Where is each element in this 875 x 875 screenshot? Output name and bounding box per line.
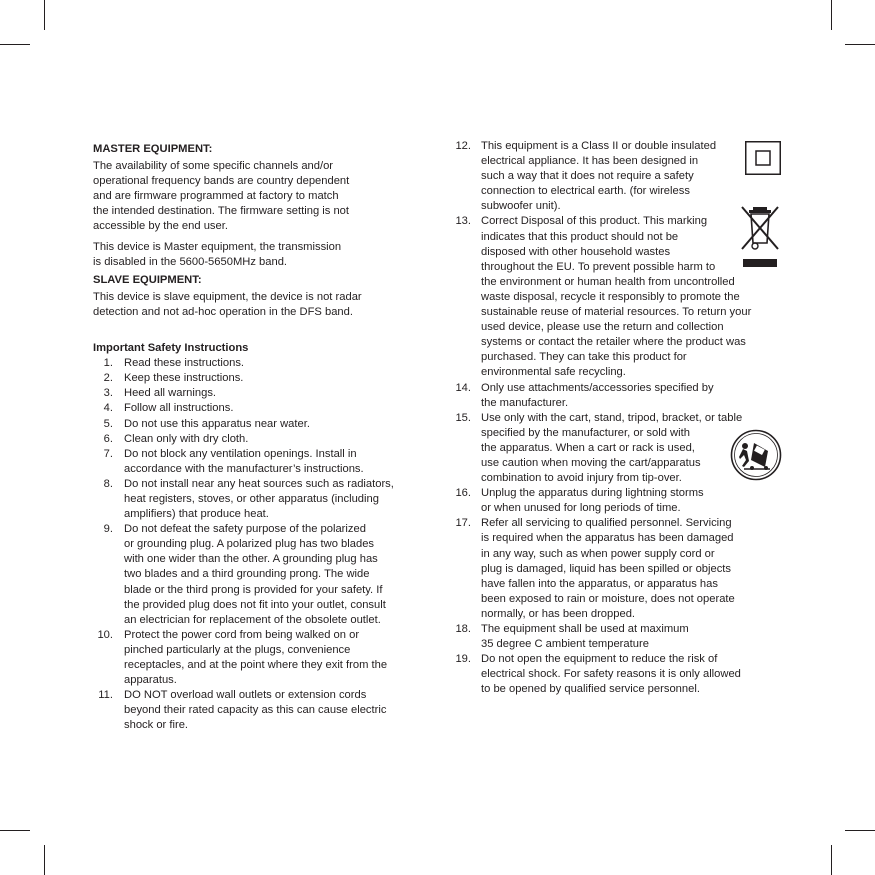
list-item: 19. Do not open the equipment to reduce the risk of electrical shock. For safety reasons it is only allowed to be opened by qualified service personnel. (455, 653, 741, 696)
crop-mark-bottom-right-vertical (831, 845, 832, 875)
list-item: 3. Heed all warnings. (103, 387, 217, 400)
list-item: 2. Keep these instructions. (103, 372, 244, 385)
list-item: 4. Follow all instructions. (103, 402, 234, 415)
crop-mark-bottom-left-horizontal (0, 830, 30, 831)
list-item: 16. Unplug the apparatus during lightning storms or when unused for long periods of time. (455, 487, 704, 515)
list-item: 17. Refer all servicing to qualified personnel. Servicing is required when the apparatus has been damaged in any way, such as when power supply cord or plug is damaged, liquid has been spilled or objects have fallen into the apparatus, or apparatus has been exposed to rain or moisture, does not operate normally, or has been dropped. (455, 517, 735, 620)
right-column (450, 139, 780, 697)
master-paragraph-1: The availability of some specific channels and/or operational frequency bands are country dependent and are firmware programmed at factory to match the intended destination. The firmware setting is not accessible by the end user. (93, 160, 350, 233)
slave-heading: SLAVE EQUIPMENT: (93, 273, 202, 286)
list-item: 6. Clean only with dry cloth. (103, 432, 249, 445)
list-item: 18. The equipment shall be used at maximum 35 degree C ambient temperature (455, 623, 689, 651)
slave-paragraph: This device is slave equipment, the device is not radar detection and not ad-hoc operation in the DFS band. (93, 290, 362, 318)
list-item: 9. Do not defeat the safety purpose of the polarized or grounding plug. A polarized plug has two blades with one wider than the other. A grounding plug has two blades and a third grounding prong. The wide blade or the third prong is provided for your safety. If the provided plug does not fit into your outlet, consult an electrician for replacement of the obsolete outlet. (103, 523, 386, 626)
master-paragraph-2: This device is Master equipment, the transmission is disabled in the 5600-5650MHz band. (93, 240, 342, 268)
list-item: 12. This equipment is a Class II or double insulated electrical appliance. It has been designed in such a way that it does not require a safety connection to electrical earth. (for wireless subwoofer unit). (455, 140, 717, 213)
class-ii-double-square-icon (745, 141, 781, 175)
list-item: 5. Do not use this apparatus near water. (103, 417, 310, 430)
list-item: 8. Do not install near any heat sources such as radiators, heat registers, stoves, or other apparatus (including amplifiers) that produce heat. (103, 477, 394, 521)
crop-mark-top-right-horizontal (845, 44, 875, 45)
list-item: 11. DO NOT overload wall outlets or extension cords beyond their rated capacity as this can cause electric shock or fire. (98, 689, 387, 732)
left-column (93, 142, 428, 733)
list-item: 1. Read these instructions. (103, 357, 245, 370)
safety-list-left (93, 356, 428, 733)
cart-tip-over-warning-icon (730, 429, 782, 481)
list-item: 10. Protect the power cord from being walked on or pinched particularly at the plugs, convenience receptacles, and at the point where they exit from the apparatus. (97, 628, 388, 687)
master-heading: MASTER EQUIPMENT: (93, 143, 213, 155)
crop-mark-top-left-horizontal (0, 44, 30, 45)
list-item: 7. Do not block any ventilation openings. Install in accordance with the manufacturer’s instructions. (103, 447, 364, 475)
crop-mark-bottom-left-vertical (44, 845, 45, 875)
list-item: 13. Correct Disposal of this product. This marking indicates that this product should not be disposed with other household wastes throughout the EU. To prevent possible harm to the environment or human health from uncontrolled waste disposal, recycle it responsibly to promote the sustainable reuse of material resources. To return your used device, please use the return and collection systems or contact the retailer where the product was purchased. They can take this product for environmental safe recycling. (455, 215, 752, 379)
list-item: 14. Only use attachments/accessories specified by the manufacturer. (455, 381, 714, 409)
safety-heading: Important Safety Instructions (93, 342, 249, 355)
list-item: 15. Use only with the cart, stand, tripod, bracket, or table specified by the manufacturer, or sold with the apparatus. When a cart or rack is used, use caution when moving the cart/apparatus combination to avoid injury from tip-over. (455, 411, 743, 485)
crop-mark-top-right-vertical (831, 0, 832, 30)
crossed-out-wheelie-bin-icon (740, 205, 780, 251)
safety-list-right (450, 139, 780, 697)
weee-black-bar (743, 259, 777, 267)
crop-mark-bottom-right-horizontal (845, 830, 875, 831)
crop-mark-top-left-vertical (44, 0, 45, 30)
